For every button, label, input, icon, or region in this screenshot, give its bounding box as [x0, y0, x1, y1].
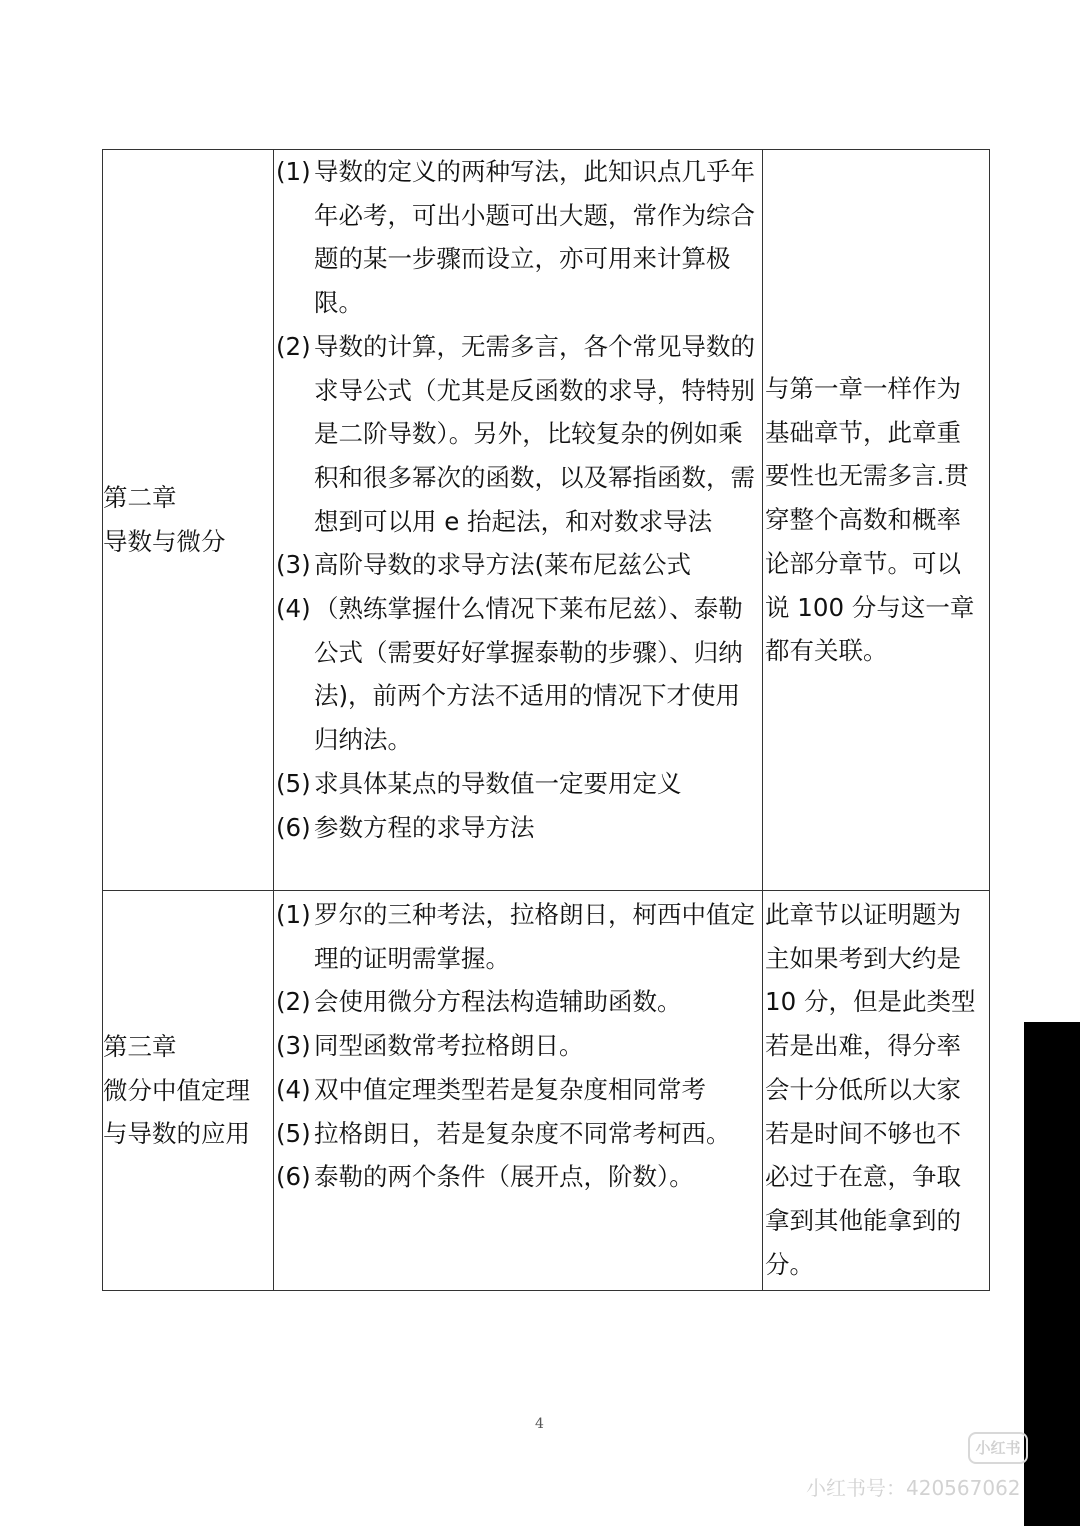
key-point-number: (3): [276, 1031, 311, 1061]
watermark-id-text: 小红书号：420567062: [806, 1476, 1021, 1500]
scan-edge-shadow: [1024, 1022, 1080, 1526]
key-point-item: [276, 806, 762, 850]
chapter-table: [102, 149, 990, 1291]
chapter-row-2: [103, 150, 990, 891]
key-point-item: [276, 893, 762, 980]
key-point-text: 罗尔的三种考法，拉格朗日，柯西中值定理的证明需掌握。: [314, 900, 755, 973]
key-point-text: 导数的定义的两种写法，此知识点几乎年年必考，可出小题可出大题，常作为综合题的某一步骤而设立，亦可用来计算极限。: [314, 157, 755, 318]
key-point-number: (4): [276, 594, 311, 624]
key-point-number: (1): [276, 157, 311, 186]
key-point-number: (5): [276, 1118, 311, 1148]
key-point-number: (1): [276, 900, 311, 929]
key-point-item: [276, 543, 762, 587]
key-point-item: [276, 1155, 762, 1199]
key-point-item: [276, 1024, 762, 1068]
key-point-text: 参数方程的求导方法: [314, 812, 535, 842]
key-point-item: [276, 1068, 762, 1112]
key-point-text: 求具体某点的导数值一定要用定义: [314, 768, 682, 798]
chapter-title: 导数与微分: [103, 527, 226, 556]
watermark-logo: 小红书: [968, 1432, 1028, 1464]
key-point-item: [276, 1112, 762, 1156]
key-point-text: 拉格朗日，若是复杂度不同常考柯西。: [314, 1118, 731, 1148]
chapter-cell: [103, 891, 274, 1291]
key-point-number: (5): [276, 768, 311, 798]
key-point-text: 泰勒的两个条件（展开点，阶数）。: [314, 1162, 694, 1192]
importance-note: 此章节以证明题为主如果考到大约是 10 分，但是此类型若是出难，得分率会十分低所以大家若是时间不够也不必过于在意，争取拿到其他能拿到的分。: [763, 891, 990, 1291]
key-point-text: 会使用微分方程法构造辅助函数。: [314, 987, 682, 1017]
chapter-number: 第二章: [103, 483, 177, 513]
key-point-text: 导数的计算，无需多言，各个常见导数的求导公式（尤其是反函数的求导，特特别是二阶导数）。另外，比较复杂的例如乘积和很多幂次的函数，以及幂指函数，需想到可以用 e 抬起法，和对数求导法: [314, 331, 755, 536]
key-point-number: (2): [276, 987, 311, 1017]
chapter-title: 与导数的应用: [103, 1119, 250, 1149]
key-point-number: (3): [276, 550, 311, 580]
key-point-item: [276, 587, 762, 762]
key-points-cell: [274, 150, 763, 891]
key-point-text: 同型函数常考拉格朗日。: [314, 1031, 584, 1061]
key-point-text: 双中值定理类型若是复杂度相同常考: [314, 1074, 706, 1104]
key-point-text: 高阶导数的求导方法(莱布尼兹公式: [314, 550, 692, 580]
key-point-number: (4): [276, 1074, 311, 1104]
key-point-number: (2): [276, 331, 311, 361]
key-point-item: [276, 762, 762, 806]
key-point-text: （熟练掌握什么情况下莱布尼兹）、泰勒公式（需要好好掌握泰勒的步骤）、归纳法)，前两个方法不适用的情况下才使用归纳法。: [314, 594, 743, 755]
key-point-item: [276, 325, 762, 544]
chapter-row-3: [103, 891, 990, 1291]
chapter-number: 第三章: [103, 1031, 177, 1061]
page-number: 4: [535, 1416, 544, 1432]
key-point-item: [276, 980, 762, 1024]
chapter-cell: [103, 150, 274, 891]
key-point-number: (6): [276, 1162, 311, 1192]
key-point-number: (6): [276, 812, 311, 842]
key-points-cell: [274, 891, 763, 1291]
chapter-title: 微分中值定理: [103, 1075, 250, 1105]
importance-note: 与第一章一样作为基础章节，此章重要性也无需多言.贯穿整个高数和概率论部分章节。可以说 100 分与这一章都有关联。: [763, 150, 990, 891]
key-point-item: [276, 150, 762, 325]
